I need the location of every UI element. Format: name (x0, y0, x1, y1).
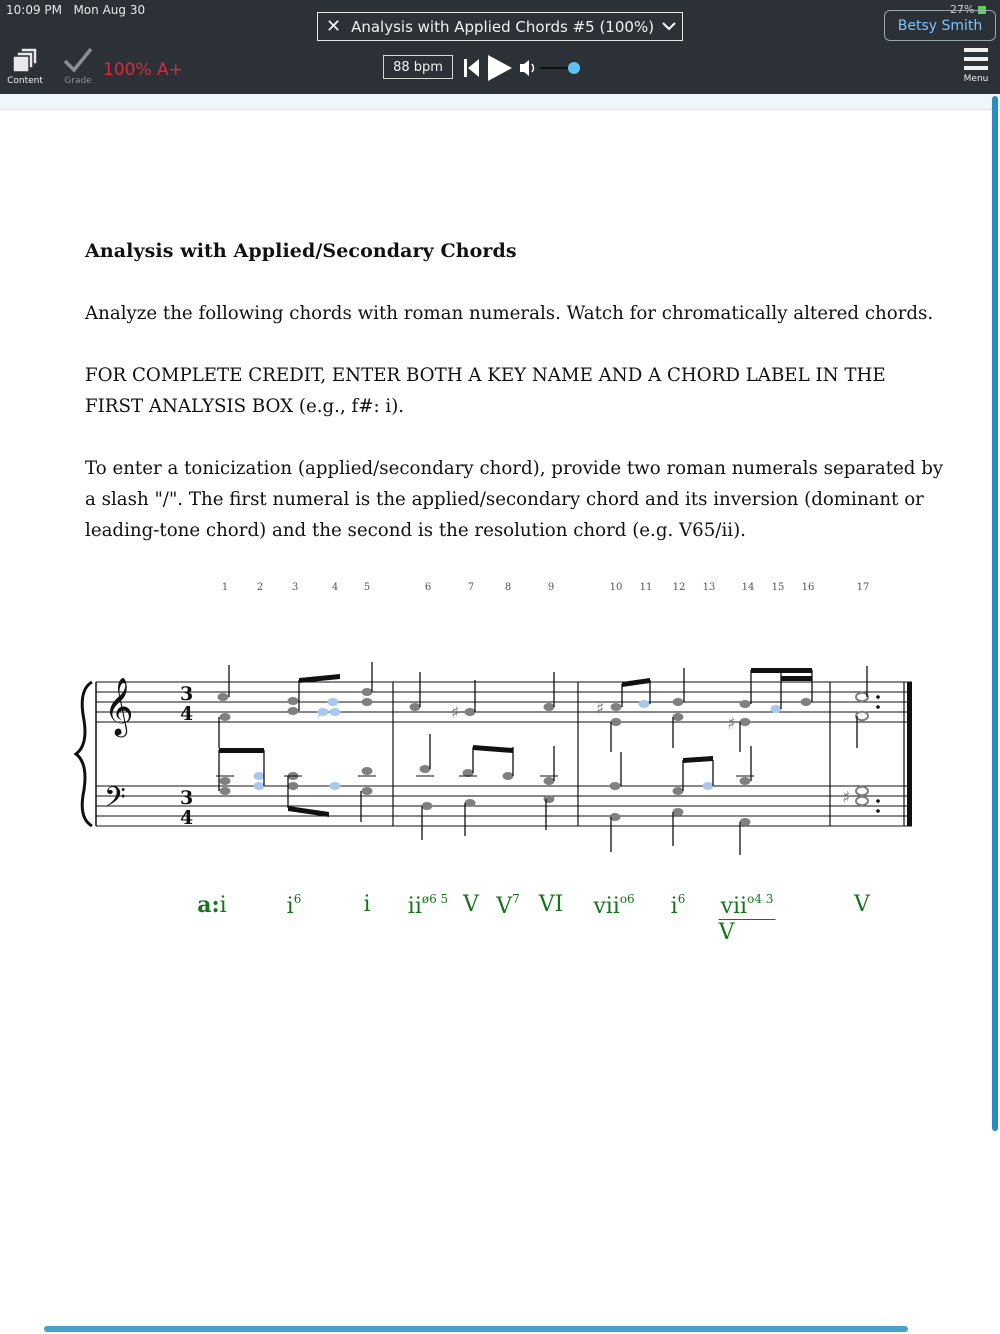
treble-staff (96, 682, 912, 722)
roman-numeral: i (670, 894, 678, 919)
chord-number: 10 (609, 582, 623, 593)
menu-label: Menu (963, 74, 989, 84)
instructions (85, 240, 945, 577)
roman-numeral: VI (538, 892, 564, 917)
chord-number: 15 (771, 582, 785, 593)
roman-numeral: vii (720, 894, 748, 919)
close-icon[interactable]: ✕ (326, 16, 342, 37)
figure: 6 (293, 892, 302, 906)
figure: 7 (512, 892, 520, 906)
analysis-box-5[interactable] (463, 892, 479, 917)
grade-label: Grade (64, 76, 92, 86)
chord-number: 1 (221, 582, 229, 593)
analysis-box-11[interactable] (854, 892, 870, 917)
analysis-box-10-applied[interactable] (719, 892, 776, 945)
figure: o6 (619, 892, 635, 906)
chord-number: 12 (672, 582, 686, 593)
chord-number: 3 (291, 582, 299, 593)
playback-controls (460, 52, 590, 84)
roman-numeral: V (463, 892, 479, 917)
roman-numeral: i (286, 894, 294, 919)
roman-numeral: ii (407, 894, 422, 919)
hamburger-icon (962, 46, 990, 72)
chord-number: 16 (801, 582, 815, 593)
chord-number: 11 (639, 582, 653, 593)
chord-number: 8 (504, 582, 512, 593)
analysis-box-1[interactable] (197, 892, 226, 918)
brace (76, 682, 92, 826)
play-icon[interactable] (488, 55, 512, 81)
svg-text:3: 3 (180, 683, 194, 705)
analysis-box-3[interactable] (363, 892, 370, 917)
svg-text:♯: ♯ (842, 788, 851, 808)
svg-text:♯: ♯ (316, 704, 325, 724)
applied-chord (719, 892, 776, 920)
horizontal-scrollbar[interactable] (44, 1326, 908, 1332)
applied-target: V (718, 920, 735, 945)
figure: o4 3 (747, 892, 774, 906)
stack-icon (11, 46, 39, 74)
roman-numeral: i (363, 892, 371, 917)
time-signature (180, 683, 193, 829)
analysis-box-9[interactable] (671, 892, 686, 919)
chord-number: 14 (741, 582, 755, 593)
music-score[interactable] (0, 640, 1000, 870)
bass-staff (96, 786, 912, 826)
checkmark-icon (62, 46, 94, 74)
tempo-field[interactable]: 88 bpm (383, 55, 453, 79)
svg-text:4: 4 (180, 703, 194, 725)
roman-numeral: V (854, 892, 870, 917)
date: Mon Aug 30 (73, 3, 146, 17)
app-toolbar (0, 0, 1000, 94)
analysis-box-4[interactable] (408, 892, 448, 919)
analysis-box-8[interactable] (593, 892, 634, 919)
svg-text:♯: ♯ (727, 714, 736, 734)
content-label: Content (7, 76, 43, 86)
menu-button[interactable] (958, 46, 994, 84)
battery-percent: 27% (950, 3, 975, 16)
analysis-box-2[interactable] (287, 892, 302, 919)
page-header-strip (0, 94, 1000, 110)
assignment-title: Analysis with Applied Chords #5 (100%) (351, 17, 655, 36)
instruction-para-3: To enter a tonicization (applied/secondary chord), provide two roman numerals separated by a slash "/". The first numeral is the applied/secondary chord and its inversion (dominant or leading-tone chord) and the second is the resolution chord (e.g. V65/ii). (85, 458, 944, 541)
treble-clef-icon: 𝄞 (104, 677, 134, 735)
content-button[interactable] (5, 46, 45, 86)
roman-numeral: i (219, 893, 227, 918)
status-time (6, 3, 145, 17)
svg-text:4: 4 (180, 807, 194, 829)
figure: ø6 5 (421, 892, 449, 906)
instruction-para-2: FOR COMPLETE CREDIT, ENTER BOTH A KEY NAME AND A CHORD LABEL IN THE FIRST ANALYSIS BOX (e.g., f#: i). (85, 365, 886, 417)
final-barline (907, 682, 912, 826)
assignment-title-dropdown[interactable] (317, 12, 683, 41)
user-name: Betsy Smith (897, 17, 983, 34)
bass-clef-icon: 𝄢 (104, 781, 126, 821)
svg-text:♯: ♯ (596, 699, 605, 719)
sharp-icons (316, 699, 850, 808)
chevron-down-icon (662, 19, 676, 35)
analysis-box-6[interactable] (496, 892, 520, 919)
chord-number: 7 (467, 582, 475, 593)
chord-number: 4 (331, 582, 339, 593)
svg-text:3: 3 (180, 787, 194, 809)
vertical-scrollbar[interactable] (992, 96, 998, 1131)
volume-slider[interactable] (540, 62, 580, 74)
beams (219, 668, 812, 817)
chord-number: 9 (547, 582, 555, 593)
skip-back-icon[interactable] (464, 59, 479, 77)
clock: 10:09 PM (6, 3, 62, 17)
chord-number: 13 (702, 582, 716, 593)
figure: 6 (677, 892, 686, 906)
chord-number: 6 (424, 582, 432, 593)
svg-text:♯: ♯ (451, 703, 460, 723)
analysis-row[interactable] (0, 892, 1000, 962)
roman-numeral: V (496, 894, 513, 919)
user-button[interactable] (884, 10, 996, 41)
analysis-box-7[interactable] (539, 892, 564, 917)
score-display: 100% A+ (103, 60, 183, 80)
chord-number-row (0, 582, 1000, 596)
volume-icon[interactable] (520, 60, 534, 76)
roman-numeral: vii (593, 894, 620, 919)
page-title: Analysis with Applied/Secondary Chords (85, 240, 517, 262)
chord-number: 2 (256, 582, 264, 593)
chord-number: 5 (363, 582, 371, 593)
chord-number: 17 (856, 582, 870, 593)
instruction-para-1: Analyze the following chords with roman numerals. Watch for chromatically altered chords. (85, 303, 934, 324)
key-label: a: (197, 892, 220, 918)
grade-button[interactable] (60, 46, 96, 86)
